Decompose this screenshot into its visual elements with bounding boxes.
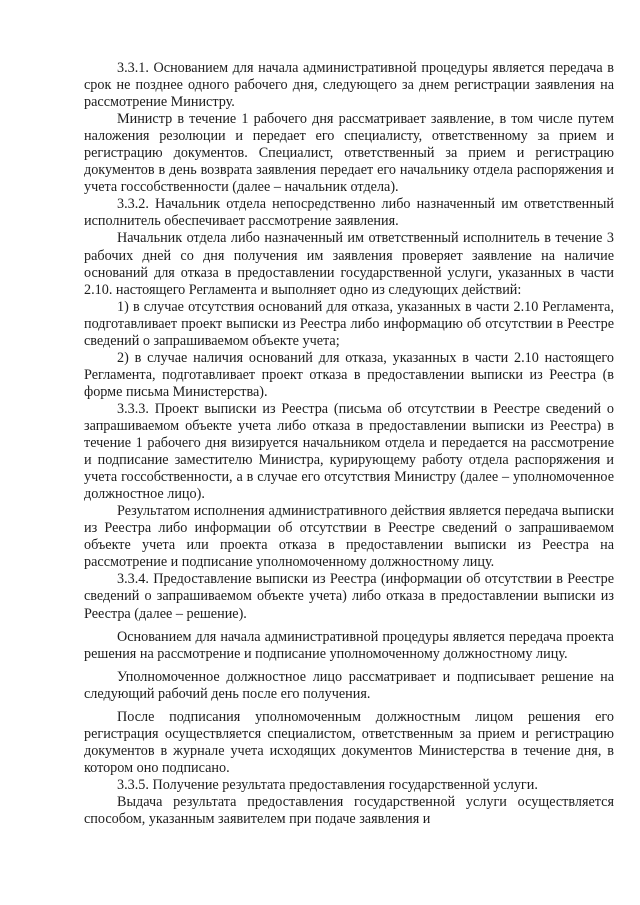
paragraph-delivery: Выдача результата предоставления государственной услуги осуществляется способом, указанным заявителем при подаче заявления и xyxy=(84,793,614,828)
paragraph-department-head-check: Начальник отдела либо назначенный им ответственный исполнитель в течение 3 рабочих дней со дня получения им заявления проверяет заявление на наличие оснований для отказа в предоставлении государственной услуги, указанных в части 2.10. настоящего Регламента и выполняет одно из следующих действий: xyxy=(84,230,614,298)
paragraph-registration: После подписания уполномоченным должностным лицом решения его регистрация осуществляется специалистом, ответственным за прием и регистрацию документов в журнале учета исходящих документов Министерства в течение дня, в котором оно подписано. xyxy=(84,708,614,776)
list-item-1: 1) в случае отсутствия оснований для отказа, указанных в части 2.10 Регламента, подготавливает проект выписки из Реестра либо информацию об отсутствии в Реестре сведений о запрашиваемом объекте учета; xyxy=(84,298,614,349)
paragraph-3-3-5: 3.3.5. Получение результата предоставления государственной услуги. xyxy=(117,776,538,793)
paragraph-official-review: Уполномоченное должностное лицо рассматривает и подписывает решение на следующий рабочий день после его получения. xyxy=(84,668,614,702)
paragraph-3-3-3: 3.3.3. Проект выписки из Реестра (письма об отсутствии в Реестре сведений о запрашиваемом объекте учета либо отказа в предоставлении выписки из Реестра) в течение 1 рабочего дня визируется начальником отдела и передается на рассмотрение и подписание заместителю Министра, курирующему работу отдела распоряжения и учета госсобственности, а в случае его отсутствия Министру (далее – уполномоченное должностное лицо). xyxy=(84,400,614,503)
document-page xyxy=(84,60,614,828)
list-item-2: 2) в случае наличия оснований для отказа, указанных в части 2.10 настоящего Регламента, подготавливает проект отказа в предоставлении выписки из Реестра (в форме письма Министерства). xyxy=(84,349,614,400)
paragraph-procedure-basis: Основанием для начала административной процедуры является передача проекта решения на рассмотрение и подписание уполномоченному должностному лицу. xyxy=(84,628,614,662)
paragraph-3-3-4: 3.3.4. Предоставление выписки из Реестра (информации об отсутствии в Реестре сведений о запрашиваемом объекте учета) либо отказа в предоставлении выписки из Реестра (далее – решение). xyxy=(84,571,614,622)
paragraph-action-result: Результатом исполнения административного действия является передача выписки из Реестра либо информации об отсутствии в Реестре сведений о запрашиваемом объекте учета или проекта отказа в предоставлении выписки из Реестра на рассмотрение и подписание уполномоченному должностному лицу. xyxy=(84,503,614,571)
paragraph-minister-review: Министр в течение 1 рабочего дня рассматривает заявление, в том числе путем наложения резолюции и передает его специалисту, ответственному за прием и регистрацию документов. Специалист, ответственный за прием и регистрацию документов в день возврата заявления передает его начальнику отдела распоряжения и учета госсобственности (далее – начальник отдела). xyxy=(84,111,614,196)
paragraph-3-3-1: 3.3.1. Основанием для начала административной процедуры является передача в срок не позднее одного рабочего дня, следующего за днем регистрации заявления на рассмотрение Министру. xyxy=(84,60,614,111)
paragraph-3-3-2: 3.3.2. Начальник отдела непосредственно либо назначенный им ответственный исполнитель обеспечивает рассмотрение заявления. xyxy=(84,196,614,230)
